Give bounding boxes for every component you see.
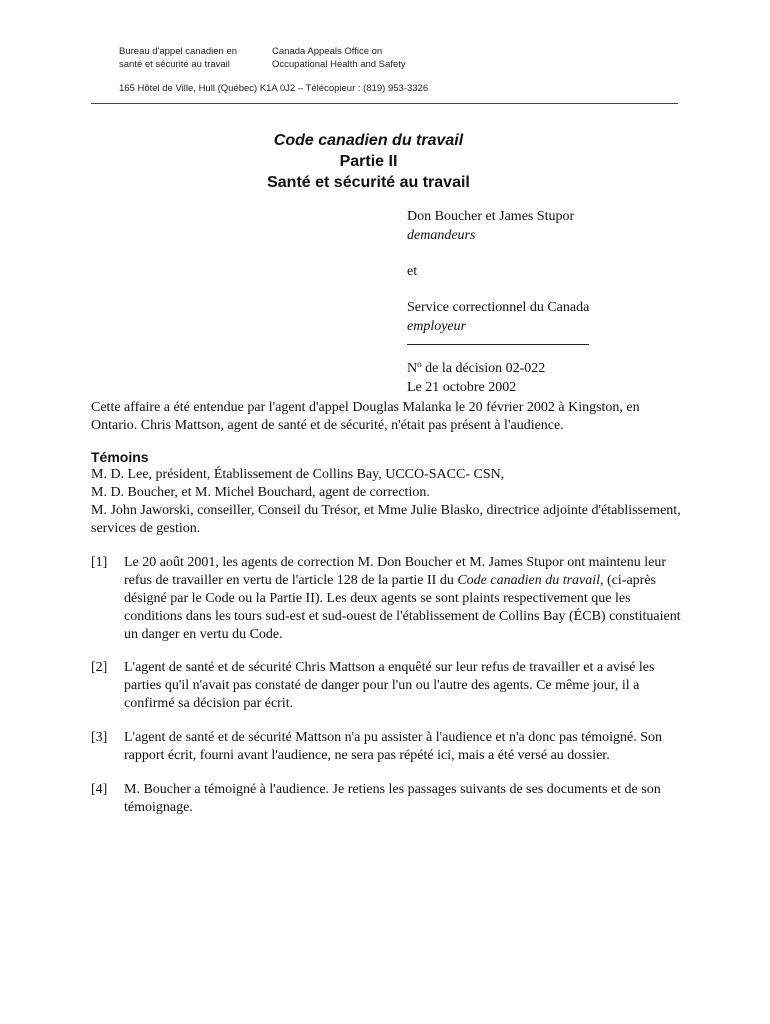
paragraph-3 (91, 729, 683, 765)
paragraph-1-text-a: Le 20 août 2001, les agents de correction M. Don Boucher et M. James Stupor ont maintenu leur refus de travailler en vertu de l'article 128 de la partie II du (124, 555, 666, 588)
decision-number (407, 355, 707, 378)
paragraph-1-code-title: Code canadien du travail (457, 573, 601, 588)
paragraph-number: [2] (91, 660, 108, 675)
paragraph-1-text-b: , (ci-après désigné par le Code ou la Partie II). Les deux agents se sont plaints respectivement que les conditions dans les tours sud-est et sud-ouest de l'établissement de Collins Bay (ÉCB) constituaient un danger en vertu du Code. (124, 573, 681, 642)
witness-line-2: M. D. Boucher, et M. Michel Bouchard, agent de correction. (91, 485, 430, 500)
header-english-office (272, 45, 406, 71)
witnesses-list (91, 466, 691, 538)
claimants-names: Don Boucher et James Stupor (407, 209, 575, 224)
title-part: Partie II (339, 153, 398, 170)
paragraph-1 (91, 554, 683, 644)
paragraph-text (124, 554, 683, 644)
header-english-line-1: Canada Appeals Office on (272, 46, 383, 57)
claimants-role: demandeurs (407, 228, 476, 243)
header-french-office (119, 45, 237, 71)
document-title (0, 130, 737, 193)
header-french-line-1: Bureau d'appel canadien en (119, 46, 238, 57)
header-french-line-2: santé et sécurité au travail (119, 59, 230, 70)
header-divider (91, 103, 678, 104)
parties-block (407, 207, 707, 397)
witness-line-3: M. John Jaworski, conseiller, Conseil du Trésor, et Mme Julie Blasko, directrice adjointe d'établissement, services de gestion. (91, 503, 681, 536)
signature-rule (407, 336, 589, 345)
and-connector: et (407, 264, 418, 279)
title-code: Code canadien du travail (273, 132, 464, 149)
witness-line-1: M. D. Lee, président, Établissement de Collins Bay, UCCO-SACC- CSN, (91, 467, 505, 482)
paragraph-number: [4] (91, 782, 108, 797)
header-address: 165 Hôtel de Ville, Hull (Québec) K1A 0J2 – Télécopieur : (819) 953-3326 (119, 83, 429, 94)
paragraph-2 (91, 659, 683, 713)
decision-text: de la décision 02-022 (421, 361, 546, 376)
employer-name: Service correctionnel du Canada (407, 300, 590, 315)
header-english-line-2: Occupational Health and Safety (272, 59, 406, 70)
decision-prefix: N (407, 361, 418, 376)
employer-role: employeur (407, 319, 467, 334)
paragraph-text: M. Boucher a témoigné à l'audience. Je retiens les passages suivants de ses documents et de son témoignage. (124, 782, 661, 815)
paragraph-text: L'agent de santé et de sécurité Chris Mattson a enquêté sur leur refus de travailler et a avisé les parties qu'il n'avait pas constaté de danger pour l'un ou l'autre des agents. Ce même jour, il a confirmé sa décision par écrit. (124, 660, 655, 711)
decision-superscript: o (417, 359, 422, 369)
decision-date: Le 21 octobre 2002 (407, 380, 517, 395)
witnesses-heading: Témoins (91, 449, 149, 465)
title-subject: Santé et sécurité au travail (267, 174, 470, 191)
intro-paragraph: Cette affaire a été entendue par l'agent d'appel Douglas Malanka le 20 février 2002 à Kingston, en Ontario. Chris Mattson, agent de santé et de sécurité, n'était pas présent à l'audience. (91, 400, 640, 433)
paragraph-number: [3] (91, 730, 108, 745)
paragraph-number: [1] (91, 555, 108, 570)
paragraph-text: L'agent de santé et de sécurité Mattson n'a pu assister à l'audience et n'a donc pas témoigné. Son rapport écrit, fourni avant l'audience, ne sera pas répété ici, mais a été versé au dossier. (124, 730, 663, 763)
paragraph-4 (91, 781, 683, 817)
